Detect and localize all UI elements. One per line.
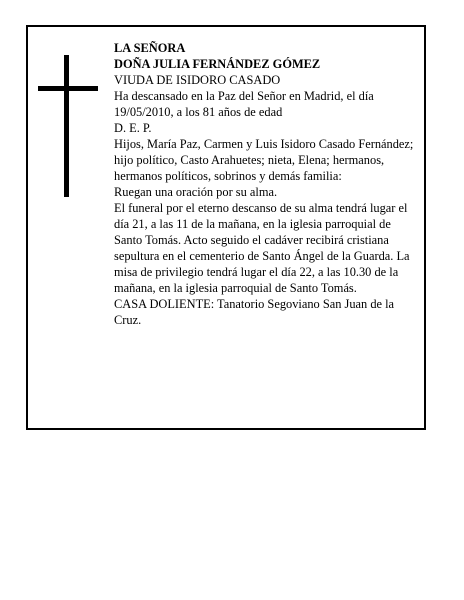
family-list: Hijos, María Paz, Carmen y Luis Isidoro Casado Fernández; hijo político, Casto Arahuetes; nieta, Elena; hermanos, hermanos políticos, sobrinos y demás familia: (114, 137, 414, 183)
cross-horizontal-bar (38, 86, 98, 91)
mourning-house: CASA DOLIENTE: Tanatorio Segoviano San Juan de la Cruz. (114, 297, 395, 327)
deceased-name: DOÑA JULIA FERNÁNDEZ GÓMEZ (114, 57, 321, 71)
title-line: LA SEÑORA (114, 41, 186, 55)
latin-cross-icon (38, 55, 98, 197)
obituary-text (114, 40, 416, 328)
widow-line: VIUDA DE ISIDORO CASADO (114, 73, 281, 87)
cross-vertical-bar (64, 55, 69, 197)
death-info: Ha descansado en la Paz del Señor en Madrid, el día 19/05/2010, a los 81 años de edad (114, 89, 374, 119)
prayer-request: Ruegan una oración por su alma. (114, 185, 278, 199)
rip-line: D. E. P. (114, 121, 152, 135)
funeral-details: El funeral por el eterno descanso de su alma tendrá lugar el día 21, a las 11 de la mañana, en la iglesia parroquial de Santo Tomás. Acto seguido el cadáver recibirá cristiana sepultura en el cementerio de Santo Ángel de la Guarda. La misa de privilegio tendrá lugar el día 22, a las 10.30 de la mañana, en la iglesia parroquial de Santo Tomás. (114, 201, 410, 295)
